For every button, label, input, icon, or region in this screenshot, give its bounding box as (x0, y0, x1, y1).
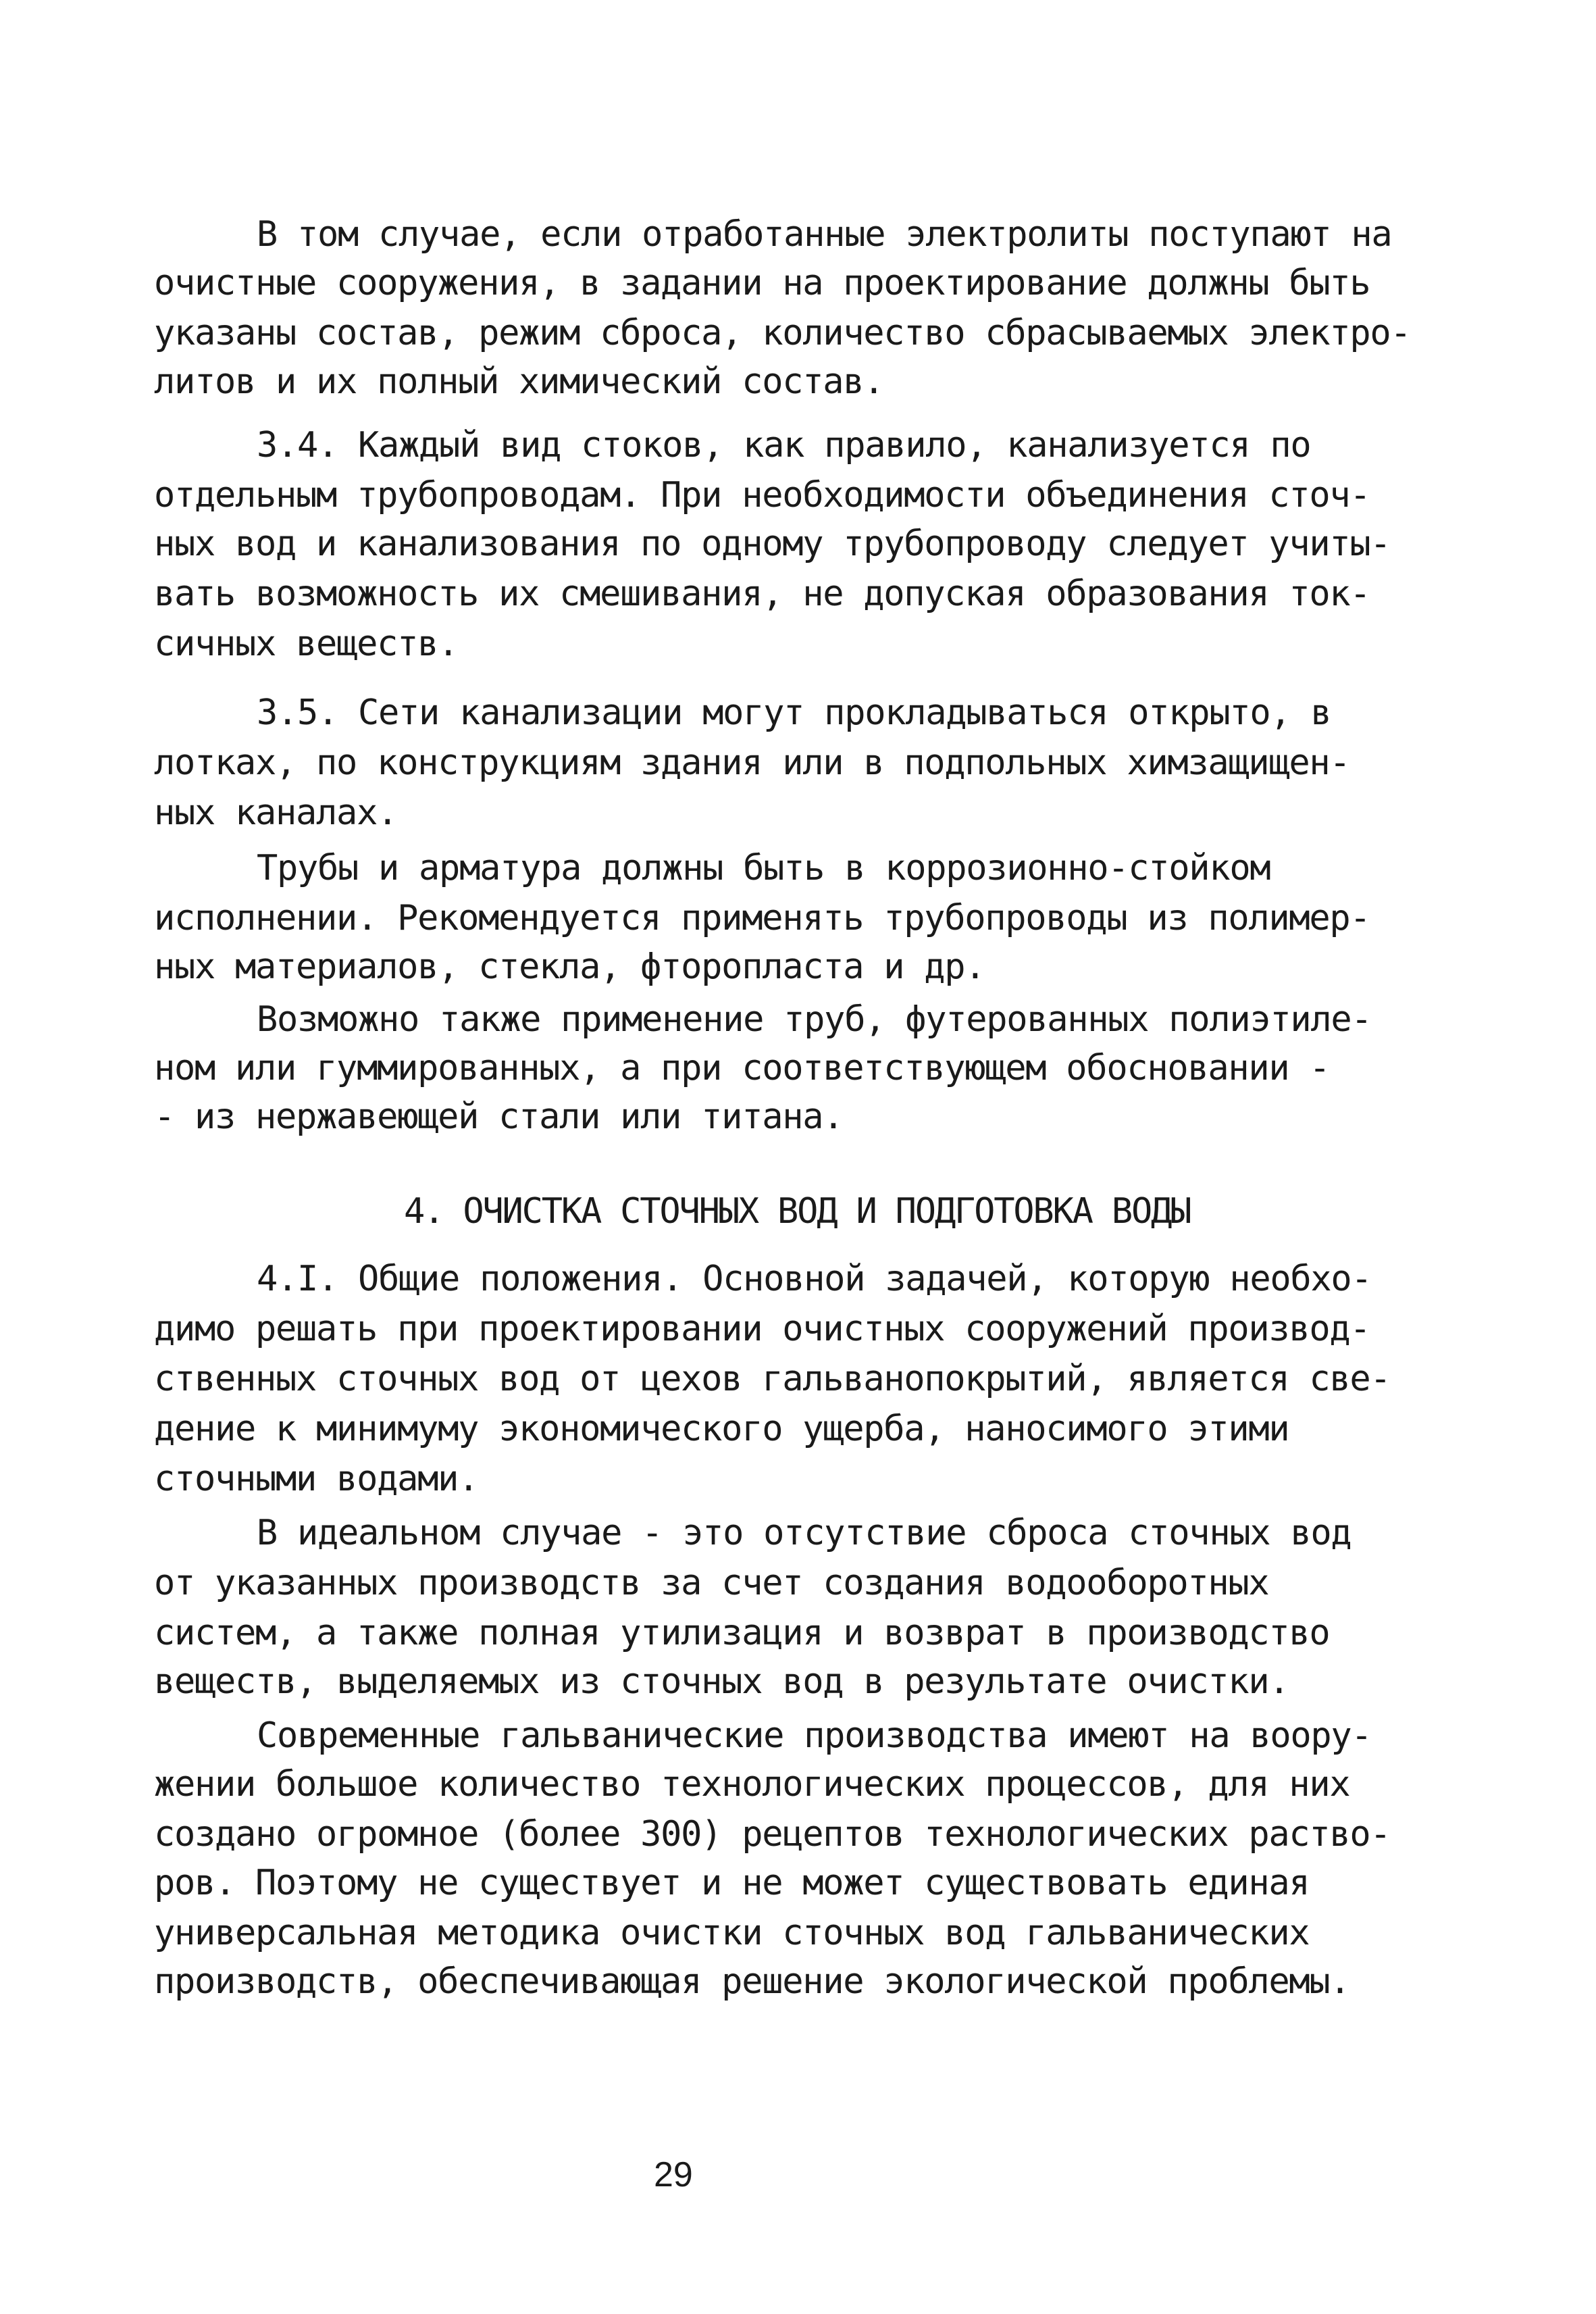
paragraph-line: Трубы и арматура должны быть в коррозионно-стойком (257, 848, 1270, 888)
paragraph-line: веществ, выделяемых из сточных вод в результате очистки. (154, 1661, 1289, 1702)
paragraph-line: Современные гальванические производства имеют на воору- (257, 1715, 1372, 1756)
paragraph-line: В том случае, если отработанные электролиты поступают на (257, 214, 1392, 255)
paragraph-line: ном или гуммированных, а при соответствующем обосновании - (154, 1048, 1330, 1088)
section-heading: 4. ОЧИСТКА СТОЧНЫХ ВОД И ПОДГОТОВКА ВОДЫ (404, 1191, 1191, 1232)
paragraph-line: ных каналах. (154, 793, 398, 833)
paragraph-line: производств, обеспечивающая решение экологической проблемы. (154, 1961, 1350, 2002)
paragraph-line: 4.I. Общие положения. Основной задачей, которую необхо- (257, 1259, 1372, 1299)
paragraph-line: В идеальном случае - это отсутствие сброса сточных вод (257, 1513, 1352, 1553)
paragraph-line: указаны состав, режим сброса, количество сбрасываемых электро- (154, 313, 1411, 353)
paragraph-line: универсальная методика очистки сточных вод гальванических (154, 1913, 1310, 1953)
paragraph-line: сичных веществ. (154, 624, 459, 664)
paragraph-line: литов и их полный химический состав. (154, 361, 884, 402)
paragraph-line: - из нержавеющей стали или титана. (154, 1097, 844, 1137)
paragraph-line: ственных сточных вод от цехов гальванопокрытий, является све- (154, 1359, 1391, 1399)
paragraph-line: очистные сооружения, в задании на проектирование должны быть (154, 263, 1370, 303)
paragraph-line: 3.5. Сети канализации могут прокладываться открыто, в (257, 693, 1331, 733)
paragraph-line: создано огромное (более 300) рецептов технологических раство- (154, 1814, 1391, 1855)
paragraph-line: отдельным трубопроводам. При необходимости объединения сточ- (154, 475, 1370, 515)
paragraph-line: димо решать при проектировании очистных сооружений производ- (154, 1309, 1370, 1349)
paragraph-line: исполнении. Рекомендуется применять трубопроводы из полимер- (154, 898, 1370, 938)
paragraph-line: ных материалов, стекла, фторопласта и др. (154, 947, 985, 987)
paragraph-line: от указанных производств за счет создания водооборотных (154, 1563, 1269, 1603)
paragraph-line: дение к минимуму экономического ущерба, наносимого этими (154, 1409, 1289, 1449)
page-number: 29 (654, 2155, 693, 2194)
paragraph-line: 3.4. Каждый вид стоков, как правило, канализуется по (257, 425, 1311, 466)
paragraph-line: ров. Поэтому не существует и не может существовать единая (154, 1863, 1310, 1903)
paragraph-line: систем, а также полная утилизация и возврат в производство (154, 1613, 1330, 1653)
paragraph-line: лотках, по конструкциям здания или в подпольных химзащищен- (154, 743, 1350, 783)
paragraph-line: сточными водами. (154, 1459, 479, 1499)
paragraph-line: вать возможность их смешивания, не допуская образования ток- (154, 574, 1370, 614)
paragraph-line: Возможно также применение труб, футерованных полиэтиле- (257, 999, 1372, 1040)
paragraph-line: ных вод и канализования по одному трубопроводу следует учиты- (154, 524, 1391, 564)
paragraph-line: жении большое количество технологических процессов, для них (154, 1764, 1350, 1805)
